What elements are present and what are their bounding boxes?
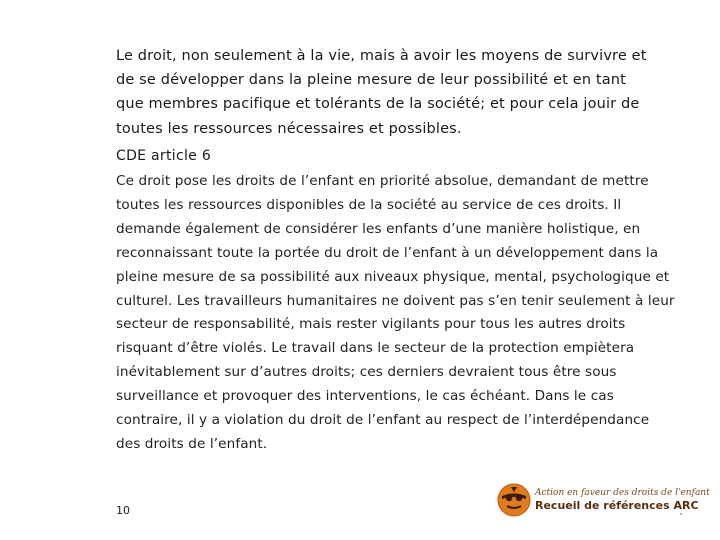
article-reference: CDE article 6 [116,148,212,164]
quote-paragraph [116,44,691,141]
body-line: secteur de responsabilité, mais rester vigilants pour tous les autres droits [116,316,626,333]
logo-text [535,487,710,513]
quote-line: de se développer dans la pleine mesure de leur possibilité et en tant [116,72,626,89]
logo-title: Recueil de références ARC [535,499,699,512]
body-line: contraire, il y a violation du droit de l’enfant au respect de l’interdépendance [116,412,650,429]
body-line: surveillance et provoquer des interventions, le cas échéant. Dans le cas [116,388,614,405]
logo-tagline: Action en faveur des droits de l'enfant [535,488,710,498]
body-line: toutes les ressources disponibles de la société au service de ces droits. Il [116,196,622,213]
body-line: inévitablement sur d’autres droits; ces derniers devraient tous être sous [116,364,617,381]
body-paragraph [116,170,688,457]
quote-line: toutes les ressources nécessaires et possibles. [116,120,462,137]
body-line: demande également de considérer les enfants d’une manière holistique, en [116,220,641,237]
body-line: culturel. Les travailleurs humanitaires ne doivent pas s’en tenir seulement à leur [116,292,675,309]
body-line: reconnaissant toute la portée du droit de l’enfant à un développement dans la [116,244,659,261]
body-line: des droits de l’enfant. [116,435,268,452]
page-number: 10 [116,504,130,517]
arc-face-icon [497,483,531,517]
quote-line: Le droit, non seulement à la vie, mais à avoir les moyens de survivre et [116,48,647,64]
corner-mark [680,513,682,515]
arc-logo [497,482,710,518]
body-line: Ce droit pose les droits de l’enfant en priorité absolue, demandant de mettre [116,173,649,189]
quote-line: que membres pacifique et tolérants de la société; et pour cela jouir de [116,96,640,113]
body-line: pleine mesure de sa possibilité aux niveaux physique, mental, psychologique et [116,268,670,285]
body-line: risquant d’être violés. Le travail dans le secteur de la protection empiètera [116,340,635,357]
